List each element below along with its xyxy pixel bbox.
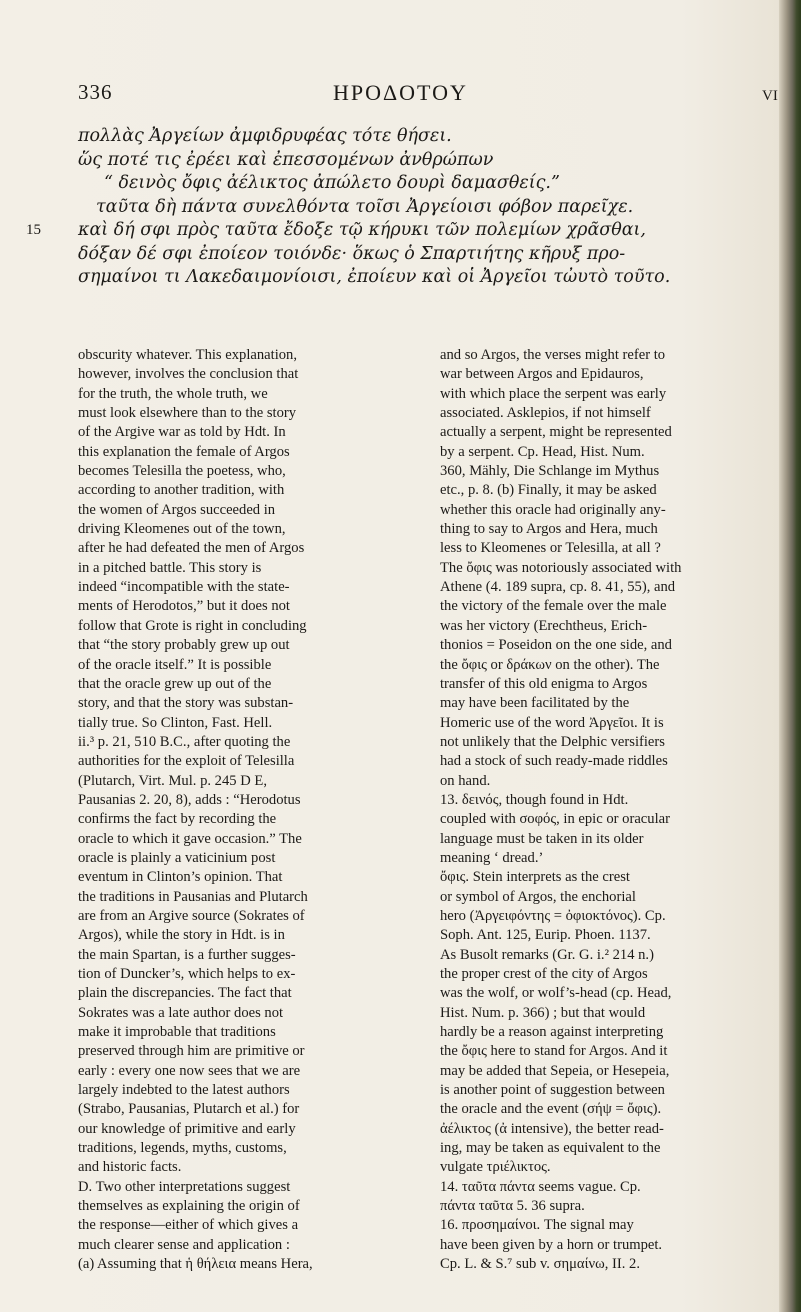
commentary-line: 16. προσημαίνοι. The signal may: [440, 1217, 634, 1234]
commentary-line: language must be taken in its older: [440, 830, 644, 847]
greek-line-text: σημαίνοι τι Λακεδαιμονίοισι, ἐποίευν καὶ οἱ Ἀργεῖοι τὠυτὸ τοῦτο.: [78, 267, 671, 287]
commentary-line: As Busolt remarks (Gr. G. i.² 214 n.): [440, 946, 654, 963]
commentary-right-column: [440, 346, 774, 1275]
commentary-line: this explanation the female of Argos: [78, 443, 290, 460]
commentary-line: according to another tradition, with: [78, 482, 285, 499]
commentary-line: was her victory (Erechtheus, Erich-: [440, 617, 648, 634]
commentary-line: driving Kleomenes out of the town,: [78, 521, 286, 538]
commentary-line: (Strabo, Pausanias, Plutarch et al.) for: [78, 1101, 300, 1118]
commentary-line: not unlikely that the Delphic versifiers: [440, 733, 665, 750]
commentary-line: Sokrates was a late author does not: [78, 1004, 284, 1021]
commentary-line: transfer of this old enigma to Argos: [440, 675, 648, 692]
commentary-line: by a serpent. Cp. Head, Hist. Num.: [440, 443, 645, 460]
commentary-line: had a stock of such ready-made riddles: [440, 753, 668, 770]
commentary-line: πάντα ταῦτα 5. 36 supra.: [440, 1198, 585, 1215]
commentary-line: make it improbable that traditions: [78, 1024, 276, 1041]
commentary-line: the oracle and the event (σήψ = ὄφις).: [440, 1101, 662, 1118]
greek-line: [78, 196, 778, 220]
commentary-line: the main Spartan, is a further sugges-: [78, 946, 296, 963]
commentary-left-column: [78, 346, 412, 1275]
greek-line: [78, 125, 778, 149]
greek-line-text: καὶ δή σφι πρὸς ταῦτα ἔδοξε τῷ κήρυκι τῶν πολεμίων χρᾶσθαι,: [78, 220, 646, 240]
commentary-line: early : every one now sees that we are: [78, 1062, 301, 1079]
commentary-line: much clearer sense and application :: [78, 1236, 290, 1253]
commentary-line: after he had defeated the men of Argos: [78, 540, 305, 557]
commentary-line: or symbol of Argos, the enchorial: [440, 888, 636, 905]
commentary-line: largely indebted to the latest authors: [78, 1082, 290, 1099]
commentary-line: The ὄφις was notoriously associated with: [440, 559, 682, 576]
commentary-line: Soph. Ant. 125, Eurip. Phoen. 1137.: [440, 927, 651, 944]
commentary-line: may be added that Sepeia, or Hesepeia,: [440, 1062, 670, 1079]
commentary-line: however, involves the conclusion that: [78, 366, 299, 383]
commentary-line: and historic facts.: [78, 1159, 182, 1176]
commentary-line: oracle to which it gave occasion.” The: [78, 830, 302, 847]
commentary-line: Hist. Num. p. 366) ; but that would: [440, 1004, 646, 1021]
commentary-line: traditions, legends, myths, customs,: [78, 1140, 287, 1157]
commentary-line: Cp. L. & S.⁷ sub v. σημαίνω, II. 2.: [440, 1256, 640, 1273]
commentary-line: tion of Duncker’s, which helps to ex-: [78, 966, 296, 982]
commentary-line: indeed “incompatible with the state-: [78, 579, 290, 596]
commentary-line: ments of Herodotos,” but it does not: [78, 598, 290, 615]
commentary-line: Athene (4. 189 supra, cp. 8. 41, 55), and: [440, 579, 676, 596]
line-number: 15: [26, 222, 41, 238]
commentary-line: meaning ‘ dread.’: [440, 849, 544, 866]
greek-line-text: ταῦτα δὴ πάντα συνελθόντα τοῖσι Ἀργείοισι φόβον παρεῖχε.: [96, 196, 634, 217]
commentary-line: the traditions in Pausanias and Plutarch: [78, 888, 308, 905]
commentary-line: the victory of the female over the male: [440, 598, 667, 615]
commentary-line: plain the discrepancies. The fact that: [78, 985, 292, 1002]
greek-line: [26, 219, 778, 243]
page-number: 336: [78, 80, 113, 104]
commentary-line: D. Two other interpretations suggest: [78, 1178, 291, 1195]
commentary-line: 14. ταῦτα πάντα seems vague. Cp.: [440, 1178, 641, 1195]
commentary-line: of the Argive war as told by Hdt. In: [78, 424, 286, 441]
commentary-line: that “the story probably grew up out: [78, 637, 290, 654]
commentary-line: ὄφις. Stein interprets as the crest: [440, 869, 630, 886]
commentary-line: 13. δεινός, though found in Hdt.: [440, 791, 629, 808]
commentary-line: less to Kleomenes or Telesilla, at all ?: [440, 540, 661, 557]
commentary-line: Homeric use of the word Ἀργεῖοι. It is: [440, 714, 664, 731]
commentary-line: (Plutarch, Virt. Mul. p. 245 D E,: [78, 772, 267, 789]
commentary-line: hero (Ἀργειφόντης = ὀφιοκτόνος). Cp.: [440, 907, 666, 924]
commentary-line: tially true. So Clinton, Fast. Hell.: [78, 714, 273, 731]
book-number: VI: [762, 88, 778, 104]
commentary-line: and so Argos, the verses might refer to: [440, 347, 666, 363]
greek-line: [78, 172, 778, 196]
commentary-line: for the truth, the whole truth, we: [78, 385, 268, 402]
commentary-line: associated. Asklepios, if not himself: [440, 405, 651, 422]
commentary-line: follow that Grote is right in concluding: [78, 617, 307, 634]
greek-text-block: [26, 125, 778, 290]
commentary-line: that the oracle grew up out of the: [78, 675, 272, 692]
commentary-line: whether this oracle had originally any-: [440, 501, 666, 518]
commentary-line: ing, may be taken as equivalent to the: [440, 1140, 661, 1157]
commentary-line: ii.³ p. 21, 510 B.C., after quoting the: [78, 733, 291, 750]
commentary-line: preserved through him are primitive or: [78, 1043, 305, 1060]
commentary-line: etc., p. 8. (b) Finally, it may be asked: [440, 482, 657, 499]
commentary-line: the response—either of which gives a: [78, 1217, 299, 1234]
commentary-line: the women of Argos succeeded in: [78, 501, 276, 518]
commentary-line: the ὄφις here to stand for Argos. And it: [440, 1043, 668, 1060]
commentary-line: is another point of suggestion between: [440, 1082, 665, 1099]
greek-line: [78, 149, 778, 173]
commentary-line: authorities for the exploit of Telesilla: [78, 753, 295, 770]
commentary-line: Pausanias 2. 20, 8), adds : “Herodotus: [78, 791, 301, 808]
commentary-line: our knowledge of primitive and early: [78, 1120, 296, 1137]
commentary-line: may have been facilitated by the: [440, 695, 630, 712]
commentary-line: Argos), while the story in Hdt. is in: [78, 927, 285, 944]
commentary-line: becomes Telesilla the poetess, who,: [78, 463, 286, 480]
commentary-line: must look elsewhere than to the story: [78, 405, 297, 422]
commentary-line: thonios = Poseidon on the one side, and: [440, 637, 672, 654]
commentary-line: thing to say to Argos and Hera, much: [440, 521, 658, 538]
commentary-line: (a) Assuming that ἡ θήλεια means Hera,: [78, 1256, 313, 1273]
commentary-line: war between Argos and Epidauros,: [440, 366, 644, 383]
commentary-line: story, and that the story was substan-: [78, 695, 294, 712]
greek-line-text: ὥς ποτέ τις ἐρέει καὶ ἐπεσσομένων ἀνθρώπων: [78, 149, 494, 170]
page-header: [78, 80, 778, 110]
commentary-line: obscurity whatever. This explanation,: [78, 347, 297, 363]
commentary-line: eventum in Clinton’s opinion. That: [78, 869, 283, 886]
commentary-line: of the oracle itself.” It is possible: [78, 656, 272, 673]
book-spine-shadow: [779, 0, 801, 1312]
commentary-line: oracle is plainly a vaticinium post: [78, 849, 276, 866]
greek-line: [78, 243, 778, 267]
commentary-line: on hand.: [440, 772, 491, 789]
commentary-line: 360, Mähly, Die Schlange im Mythus: [440, 463, 660, 480]
commentary-line: the proper crest of the city of Argos: [440, 966, 648, 982]
commentary-line: have been given by a horn or trumpet.: [440, 1236, 663, 1253]
greek-line: [78, 266, 778, 290]
commentary-line: themselves as explaining the origin of: [78, 1198, 300, 1215]
greek-line-text: δόξαν δέ σφι ἐποίεον τοιόνδε· ὅκως ὁ Σπαρτιήτης κῆρυξ προ-: [78, 243, 626, 264]
commentary-line: with which place the serpent was early: [440, 385, 667, 402]
greek-line-text: “ δεινὸς ὄφις ἀέλικτος ἀπώλετο δουρὶ δαμασθείς.”: [104, 173, 560, 193]
commentary-line: vulgate τριέλικτος.: [440, 1159, 551, 1176]
commentary-line: was the wolf, or wolf’s-head (cp. Head,: [440, 985, 672, 1002]
commentary-line: are from an Argive source (Sokrates of: [78, 907, 305, 924]
greek-line-text: πολλὰς Ἀργείων ἀμφιδρυφέας τότε θήσει.: [78, 126, 452, 146]
commentary-line: hardly be a reason against interpreting: [440, 1024, 664, 1041]
commentary-line: in a pitched battle. This story is: [78, 559, 262, 576]
running-head: HPOΔOTOY: [333, 80, 468, 105]
commentary-line: confirms the fact by recording the: [78, 811, 277, 828]
commentary-line: ἀέλικτος (ἀ intensive), the better read-: [440, 1120, 664, 1137]
commentary-line: the ὄφις or δράκων on the other). The: [440, 656, 660, 673]
commentary-line: coupled with σοφός, in epic or oracular: [440, 811, 670, 828]
commentary-line: actually a serpent, might be represented: [440, 424, 672, 441]
